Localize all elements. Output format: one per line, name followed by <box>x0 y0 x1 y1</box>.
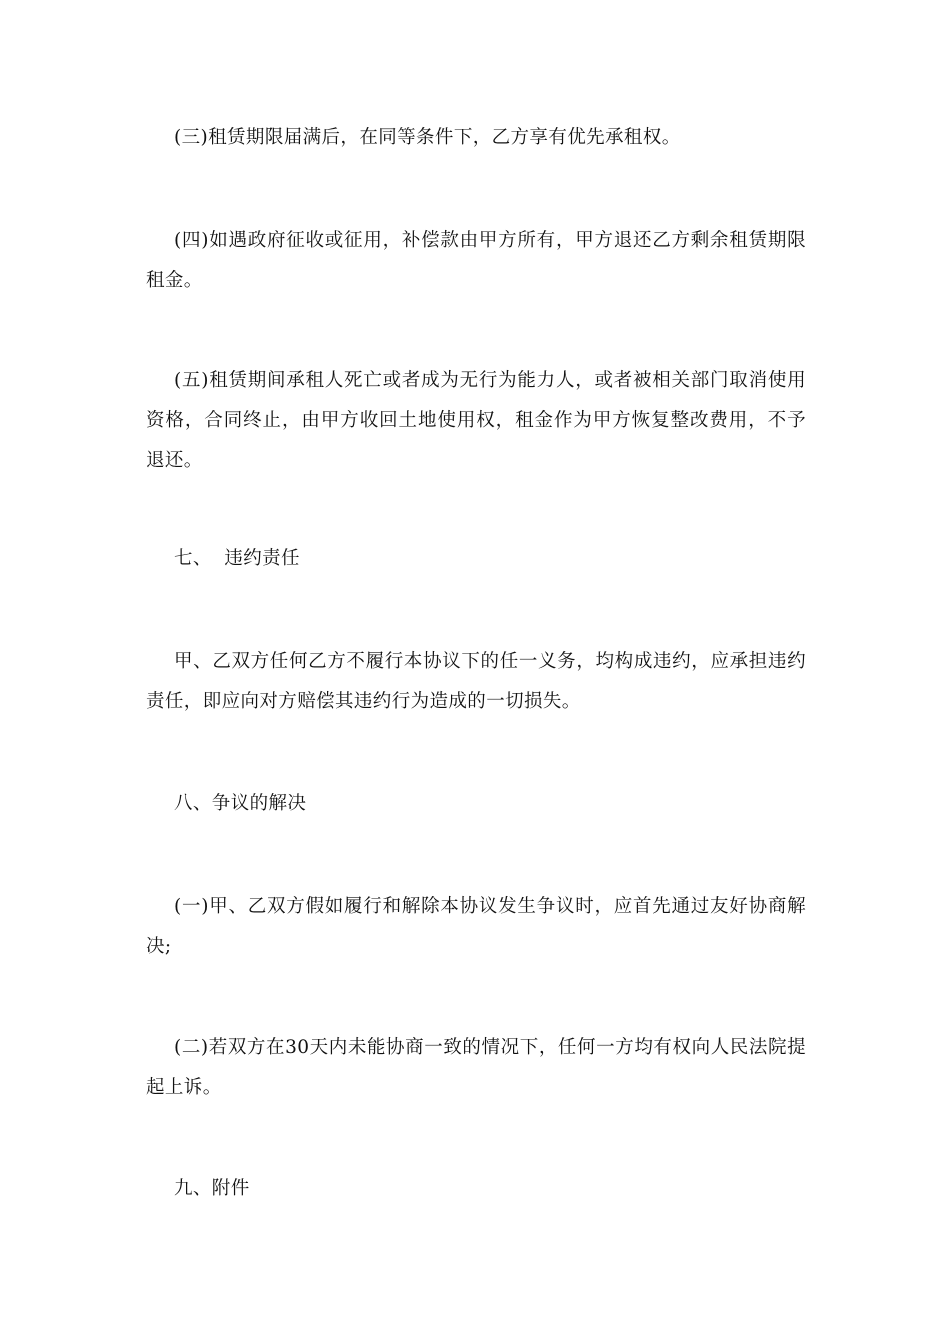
clause-4-government-expropriation: (四)如遇政府征收或征用，补偿款由甲方所有，甲方退还乙方剩余租赁期限租金。 <box>146 230 806 291</box>
section-heading-breach-liability: 七、 违约责任 <box>174 548 300 569</box>
section-heading-dispute-resolution: 八、争议的解决 <box>174 793 307 814</box>
dispute-clause-2-litigation: (二)若双方在30天内未能协商一致的情况下，任何一方均有权向人民法院提起上诉。 <box>146 1037 806 1098</box>
clause-5-contract-termination: (五)租赁期间承租人死亡或者成为无行为能力人，或者被相关部门取消使用资格，合同终止，由甲方收回土地使用权，租金作为甲方恢复整改费用，不予退还。 <box>146 370 806 471</box>
section-heading-attachments: 九、附件 <box>174 1178 250 1199</box>
clause-3-priority-lease: (三)租赁期限届满后，在同等条件下，乙方享有优先承租权。 <box>174 127 681 148</box>
dispute-clause-1-negotiation: (一)甲、乙双方假如履行和解除本协议发生争议时，应首先通过友好协商解决; <box>146 896 806 957</box>
breach-liability-paragraph: 甲、乙双方任何乙方不履行本协议下的任一义务，均构成违约，应承担违约责任，即应向对方赔偿其违约行为造成的一切损失。 <box>146 651 806 712</box>
